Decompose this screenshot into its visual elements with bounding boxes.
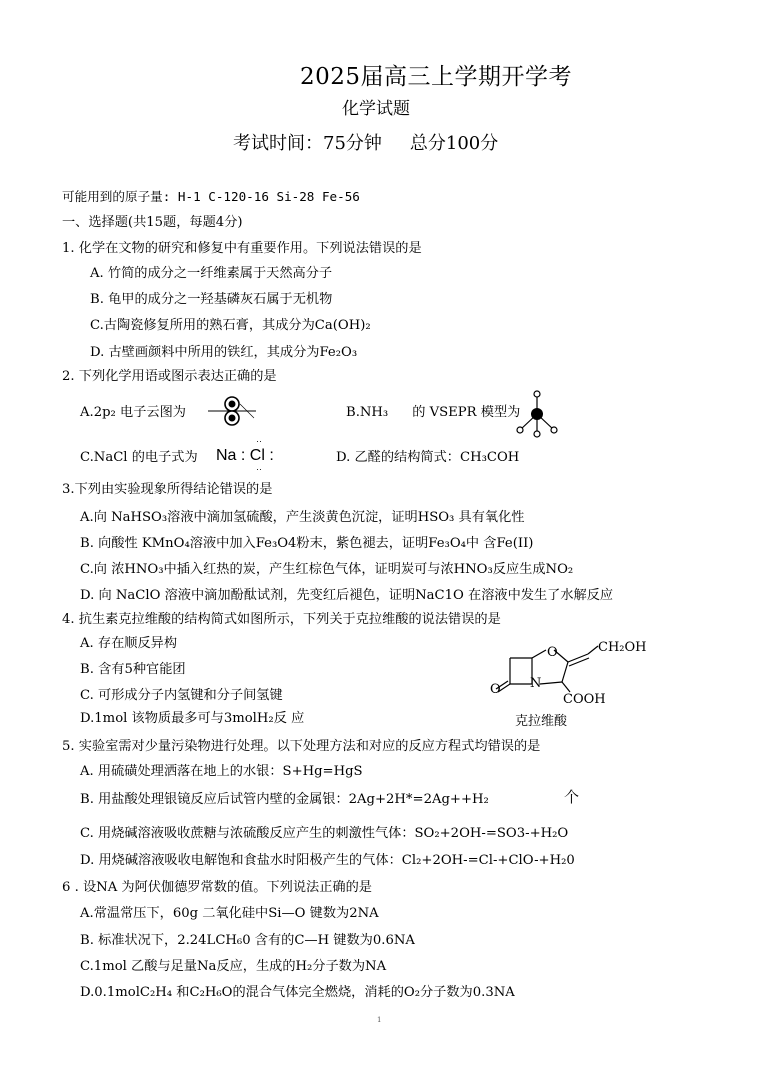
q3-option-d: D. 向 NaClO 溶液中滴加酚酞试剂，先变红后褪色，证明NaC1O 在溶液中发生了水解反应 <box>80 588 614 603</box>
q6-option-b: B. 标准状况下，2.24LCH₆0 含有的C—H 键数为0.6NA <box>80 933 415 948</box>
q2-option-c <box>80 449 198 466</box>
q4-stem: 4. 抗生素克拉维酸的结构简式如图所示，下列关于克拉维酸的说法错误的是 <box>62 612 501 627</box>
exam-info <box>233 129 498 155</box>
q5-stem: 5. 实验室需对少量污染物进行处理。以下处理方法和对应的反应方程式均错误的是 <box>62 739 541 754</box>
q4-option-c: C. 可形成分子内氢键和分子间氢键 <box>80 688 283 703</box>
mol-cooh: COOH <box>563 692 606 707</box>
q5-option-b: B. 用盐酸处理银镜反应后试管内壁的金属银：2Ag+2H*=2Ag++H₂ <box>80 792 489 807</box>
lone-pair-bottom-icon: ·· <box>256 464 262 474</box>
q1-stem: 1. 化学在文物的研究和修复中有重要作用。下列说法错误的是 <box>62 241 422 256</box>
q6-option-a: A.常温常压下，60g 二氧化硅中Si—O 键数为2NA <box>80 906 379 921</box>
lone-pair-top-icon: ·· <box>256 436 262 446</box>
q6-option-d: D.0.1molC₂H₄ 和C₂H₆O的混合气体完全燃烧，消耗的O₂分子数为0.3NA <box>80 985 515 1000</box>
q6-option-c: C.1mol 乙酸与足量Na反应，生成的H₂分子数为NA <box>80 959 387 974</box>
q2-option-b-suffix: 的 VSEPR 模型为 <box>412 405 521 420</box>
mol-ch2oh: CH₂OH <box>598 640 647 655</box>
mol-ring-oxygen: O <box>547 645 558 660</box>
exam-time: 考试时间：75分钟 <box>233 133 382 154</box>
q6-stem: 6 . 设NA 为阿伏伽德罗常数的值。下列说法正确的是 <box>62 880 372 895</box>
q1-option-a: A. 竹简的成分之一纤维素属于天然高分子 <box>90 266 333 281</box>
q5-option-a: A. 用硫磺处理洒落在地上的水银：S+Hg=HgS <box>80 764 363 779</box>
q3-option-a: A.向 NaHSO₃溶液中滴加氢硫酸，产生淡黄色沉淀，证明HSO₃ 具有氧化性 <box>80 510 525 525</box>
q2-stem: 2. 下列化学用语或图示表达正确的是 <box>62 369 277 384</box>
q5-option-b-tail: 个 <box>564 788 580 806</box>
q1-option-b: B. 龟甲的成分之一羟基磷灰石属于无机物 <box>90 292 333 307</box>
atomic-masses: 可能用到的原子量: H-1 C-120-16 Si-28 Fe-56 <box>62 189 360 204</box>
section-heading: 一、选择题(共15题，每题4分) <box>62 215 243 230</box>
q1-option-d: D. 古壁画颜料中所用的铁红，其成分为Fe₂O₃ <box>90 345 358 360</box>
q4-option-a: A. 存在顺反异构 <box>80 636 178 651</box>
p-orbital-cloud-icon <box>206 394 258 428</box>
mol-nitrogen: N <box>530 676 542 691</box>
nacl-electron-formula <box>216 436 280 474</box>
exam-score: 总分100分 <box>409 133 499 154</box>
q5-option-c: C. 用烧碱溶液吸收蔗糖与浓硫酸反应产生的刺激性气体：SO₂+2OH-=SO3-+H₂O <box>80 826 569 841</box>
q2-option-a: A.2p₂ 电子云图为 <box>80 405 186 420</box>
q2-option-d: D. 乙醛的结构简式：CH₃COH <box>336 450 520 465</box>
q3-option-c: C.向 浓HNO₃中插入红热的炭，产生红棕色气体，证明炭可与浓HNO₃反应生成NO₂ <box>80 562 574 577</box>
q2-option-c-prefix: C.NaCl 的电子式为 <box>80 450 198 465</box>
exam-subtitle: 化学试题 <box>342 99 410 119</box>
nacl-formula-text: Na : Cl : <box>216 447 274 464</box>
exam-title: 2025届高三上学期开学考 <box>300 64 573 90</box>
page-mark: 1 <box>377 1016 382 1024</box>
q3-option-b: B. 向酸性 KMnO₄溶液中加入Fe₃O4粉末，紫色褪去，证明Fe₃O₄中 含Fe(II) <box>80 536 534 551</box>
q4-option-d: D.1mol 该物质最多可与3molH₂反 应 <box>80 711 305 726</box>
q2-option-b <box>346 404 520 421</box>
q2-option-b-prefix: B.NH₃ <box>346 405 389 420</box>
q1-option-c: C.古陶瓷修复所用的熟石膏，其成分为Ca(OH)₂ <box>90 318 371 333</box>
vsepr-model-icon <box>512 388 562 438</box>
mol-keto-oxygen: O <box>490 682 501 697</box>
q5-option-d: D. 用烧碱溶液吸收电解饱和食盐水时阳极产生的气体：Cl₂+2OH-=Cl-+ClO-+H₂0 <box>80 853 575 868</box>
q3-stem: 3.下列由实验现象所得结论错误的是 <box>62 482 273 497</box>
q4-option-b: B. 含有5种官能团 <box>80 662 186 677</box>
mol-caption: 克拉维酸 <box>515 714 568 729</box>
